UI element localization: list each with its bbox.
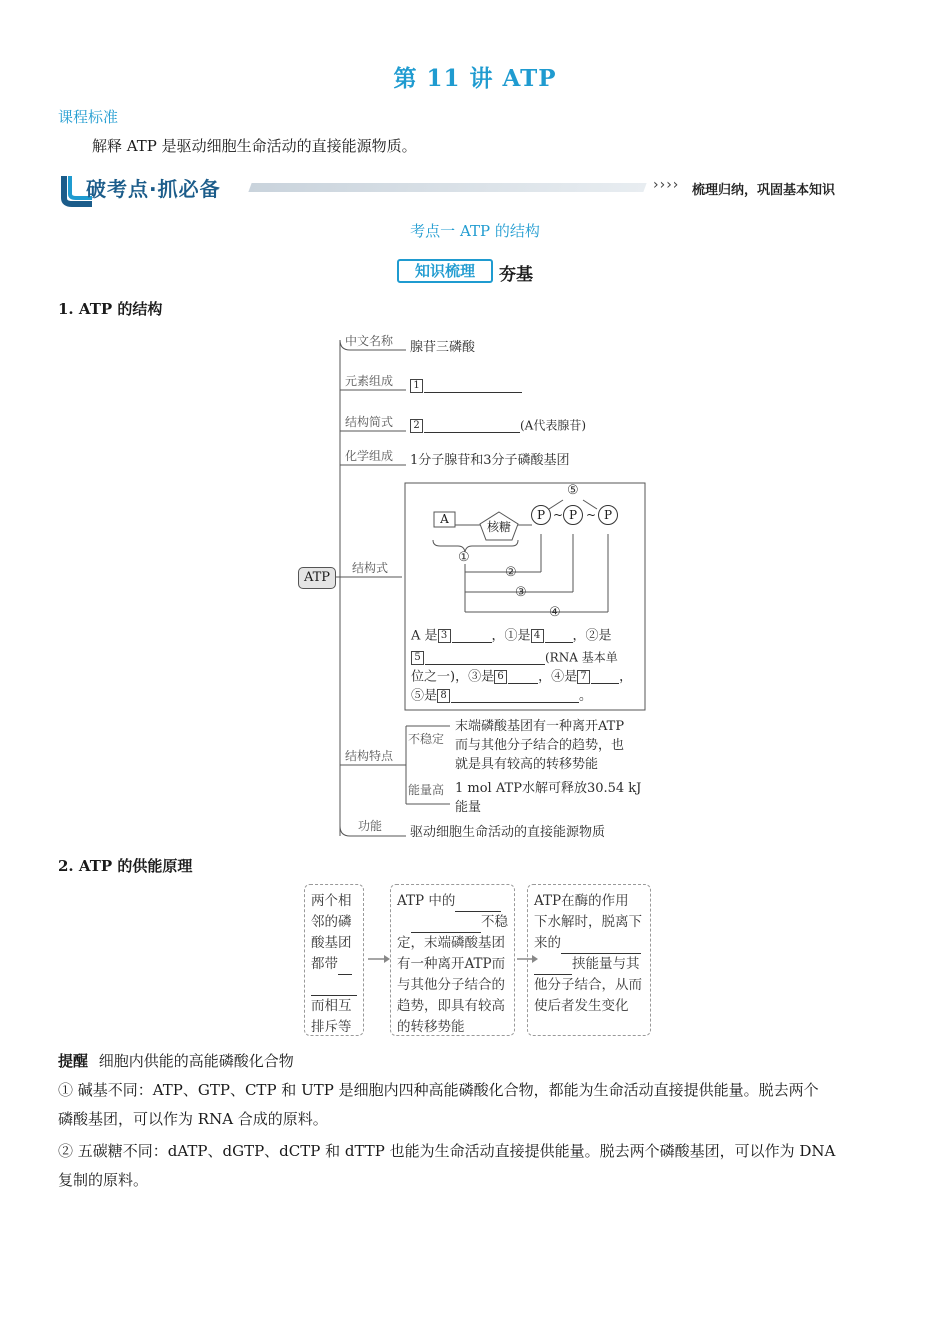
branch-zhongwen: 中文名称 [345, 334, 394, 348]
formula-P1: P [531, 505, 551, 525]
formula-c5: ⑤ [567, 483, 579, 498]
zhongwen-value: 腺苷三磷酸 [410, 340, 476, 355]
fill-line-3: 位之一)，③是 6 ，④是 7 ， [411, 669, 633, 685]
flow-box-2: ATP 中的 不稳 定，末端磷酸基团 有一种离开ATP而 与其他分子结合的 趋势，即具有较高 的转移势能 [390, 884, 515, 1036]
formula-c4: ④ [549, 605, 561, 620]
branch-yuansu: 元素组成 [345, 374, 394, 388]
banner-right-text: 梳理归纳，巩固基本知识 [692, 183, 836, 198]
banner-label: 破考点·抓必备 [86, 177, 221, 201]
formula-P3: P [598, 505, 618, 525]
branch-gongneng: 功能 [358, 819, 383, 833]
supply-flow [304, 884, 652, 1038]
atp-concept-map [290, 328, 660, 843]
tedian-energy-1: 1 mol ATP水解可释放30.54 kJ [455, 781, 642, 796]
banner-bar [248, 183, 646, 192]
fill-line-1: A 是 3 ，①是 4 ，②是 [411, 628, 612, 644]
tip-p1b: 磷酸基团，可以作为 RNA 合成的原料。 [58, 1110, 328, 1128]
formula-tilde-1: ~ [553, 508, 564, 522]
standard-heading: 课程标准 [58, 108, 119, 126]
section-1-heading: 1. ATP 的结构 [58, 300, 163, 318]
tip-p2: ② 五碳糖不同：dATP、dGTP、dCTP 和 dTTP 也能为生命活动直接提供能量。脱去两个磷酸基团，可以作为 DNA [58, 1142, 836, 1160]
formula-c2: ② [505, 565, 517, 580]
tip-label: 提醒 [58, 1052, 89, 1070]
flow-box-1: 两个相 邻的磷 酸基团 都带 而相互 排斥等 [304, 884, 364, 1036]
tip-heading: 细胞内供能的高能磷酸化合物 [98, 1052, 294, 1070]
section-banner [58, 172, 858, 208]
tip-p1: ① 碱基不同：ATP、GTP、CTP 和 UTP 是细胞内四种高能磷酸化合物，都能为生命活动直接提供能量。脱去两个 [58, 1081, 819, 1099]
branch-jiegoushi: 结构式 [352, 561, 389, 575]
branch-huaxue: 化学组成 [345, 449, 394, 463]
yuansu-blank: 1 [410, 378, 522, 393]
formula-tilde-2: ~ [586, 508, 597, 522]
banner-arrows: ›››› [653, 177, 680, 193]
tedian-unstable-label: 不稳定 [408, 732, 445, 746]
flow-arrow-1-icon [366, 954, 390, 964]
tedian-unstable-2: 而与其他分子结合的趋势，也 [455, 738, 625, 753]
formula-c1: ① [458, 550, 470, 565]
formula-A: A [440, 512, 449, 526]
formula-ribose: 核糖 [486, 520, 511, 534]
knowledge-tag [397, 259, 557, 287]
branch-jiegou-jianshi: 结构简式 [345, 415, 394, 429]
fill-line-2: 5 (RNA 基本单 [411, 650, 618, 665]
gongneng-value: 驱动细胞生命活动的直接能源物质 [410, 825, 606, 840]
formula-c3: ③ [515, 585, 527, 600]
tip-p2b: 复制的原料。 [58, 1171, 149, 1189]
kaodian-heading: 考点一 ATP 的结构 [410, 222, 540, 240]
tag-left: 知识梳理 [397, 259, 493, 283]
formula-P2: P [563, 505, 583, 525]
page-title: 第 11 讲 ATP [393, 65, 557, 92]
huaxue-value: 1分子腺苷和3分子磷酸基团 [410, 453, 570, 468]
tedian-energy-label: 能量高 [408, 783, 445, 797]
tedian-unstable-3: 就是具有较高的转移势能 [455, 757, 599, 772]
branch-tedian: 结构特点 [345, 749, 394, 763]
flow-box-3: ATP在酶的作用 下水解时，脱离下 来的 挟能量与其 他分子结合，从而 使后者发生变化 [527, 884, 651, 1036]
fill-line-4: ⑤是 8 。 [411, 688, 593, 704]
jiegou-blank: 2 (A代表腺苷) [410, 418, 586, 433]
atp-root-node: ATP [298, 567, 336, 589]
tip-heading-line [58, 1046, 294, 1076]
tedian-energy-2: 能量 [455, 800, 482, 815]
section-2-heading: 2. ATP 的供能原理 [58, 857, 193, 875]
standard-body: 解释 ATP 是驱动细胞生命活动的直接能源物质。 [92, 137, 417, 155]
tedian-unstable-1: 末端磷酸基团有一种离开ATP [455, 719, 625, 734]
tag-right: 夯基 [499, 265, 533, 285]
